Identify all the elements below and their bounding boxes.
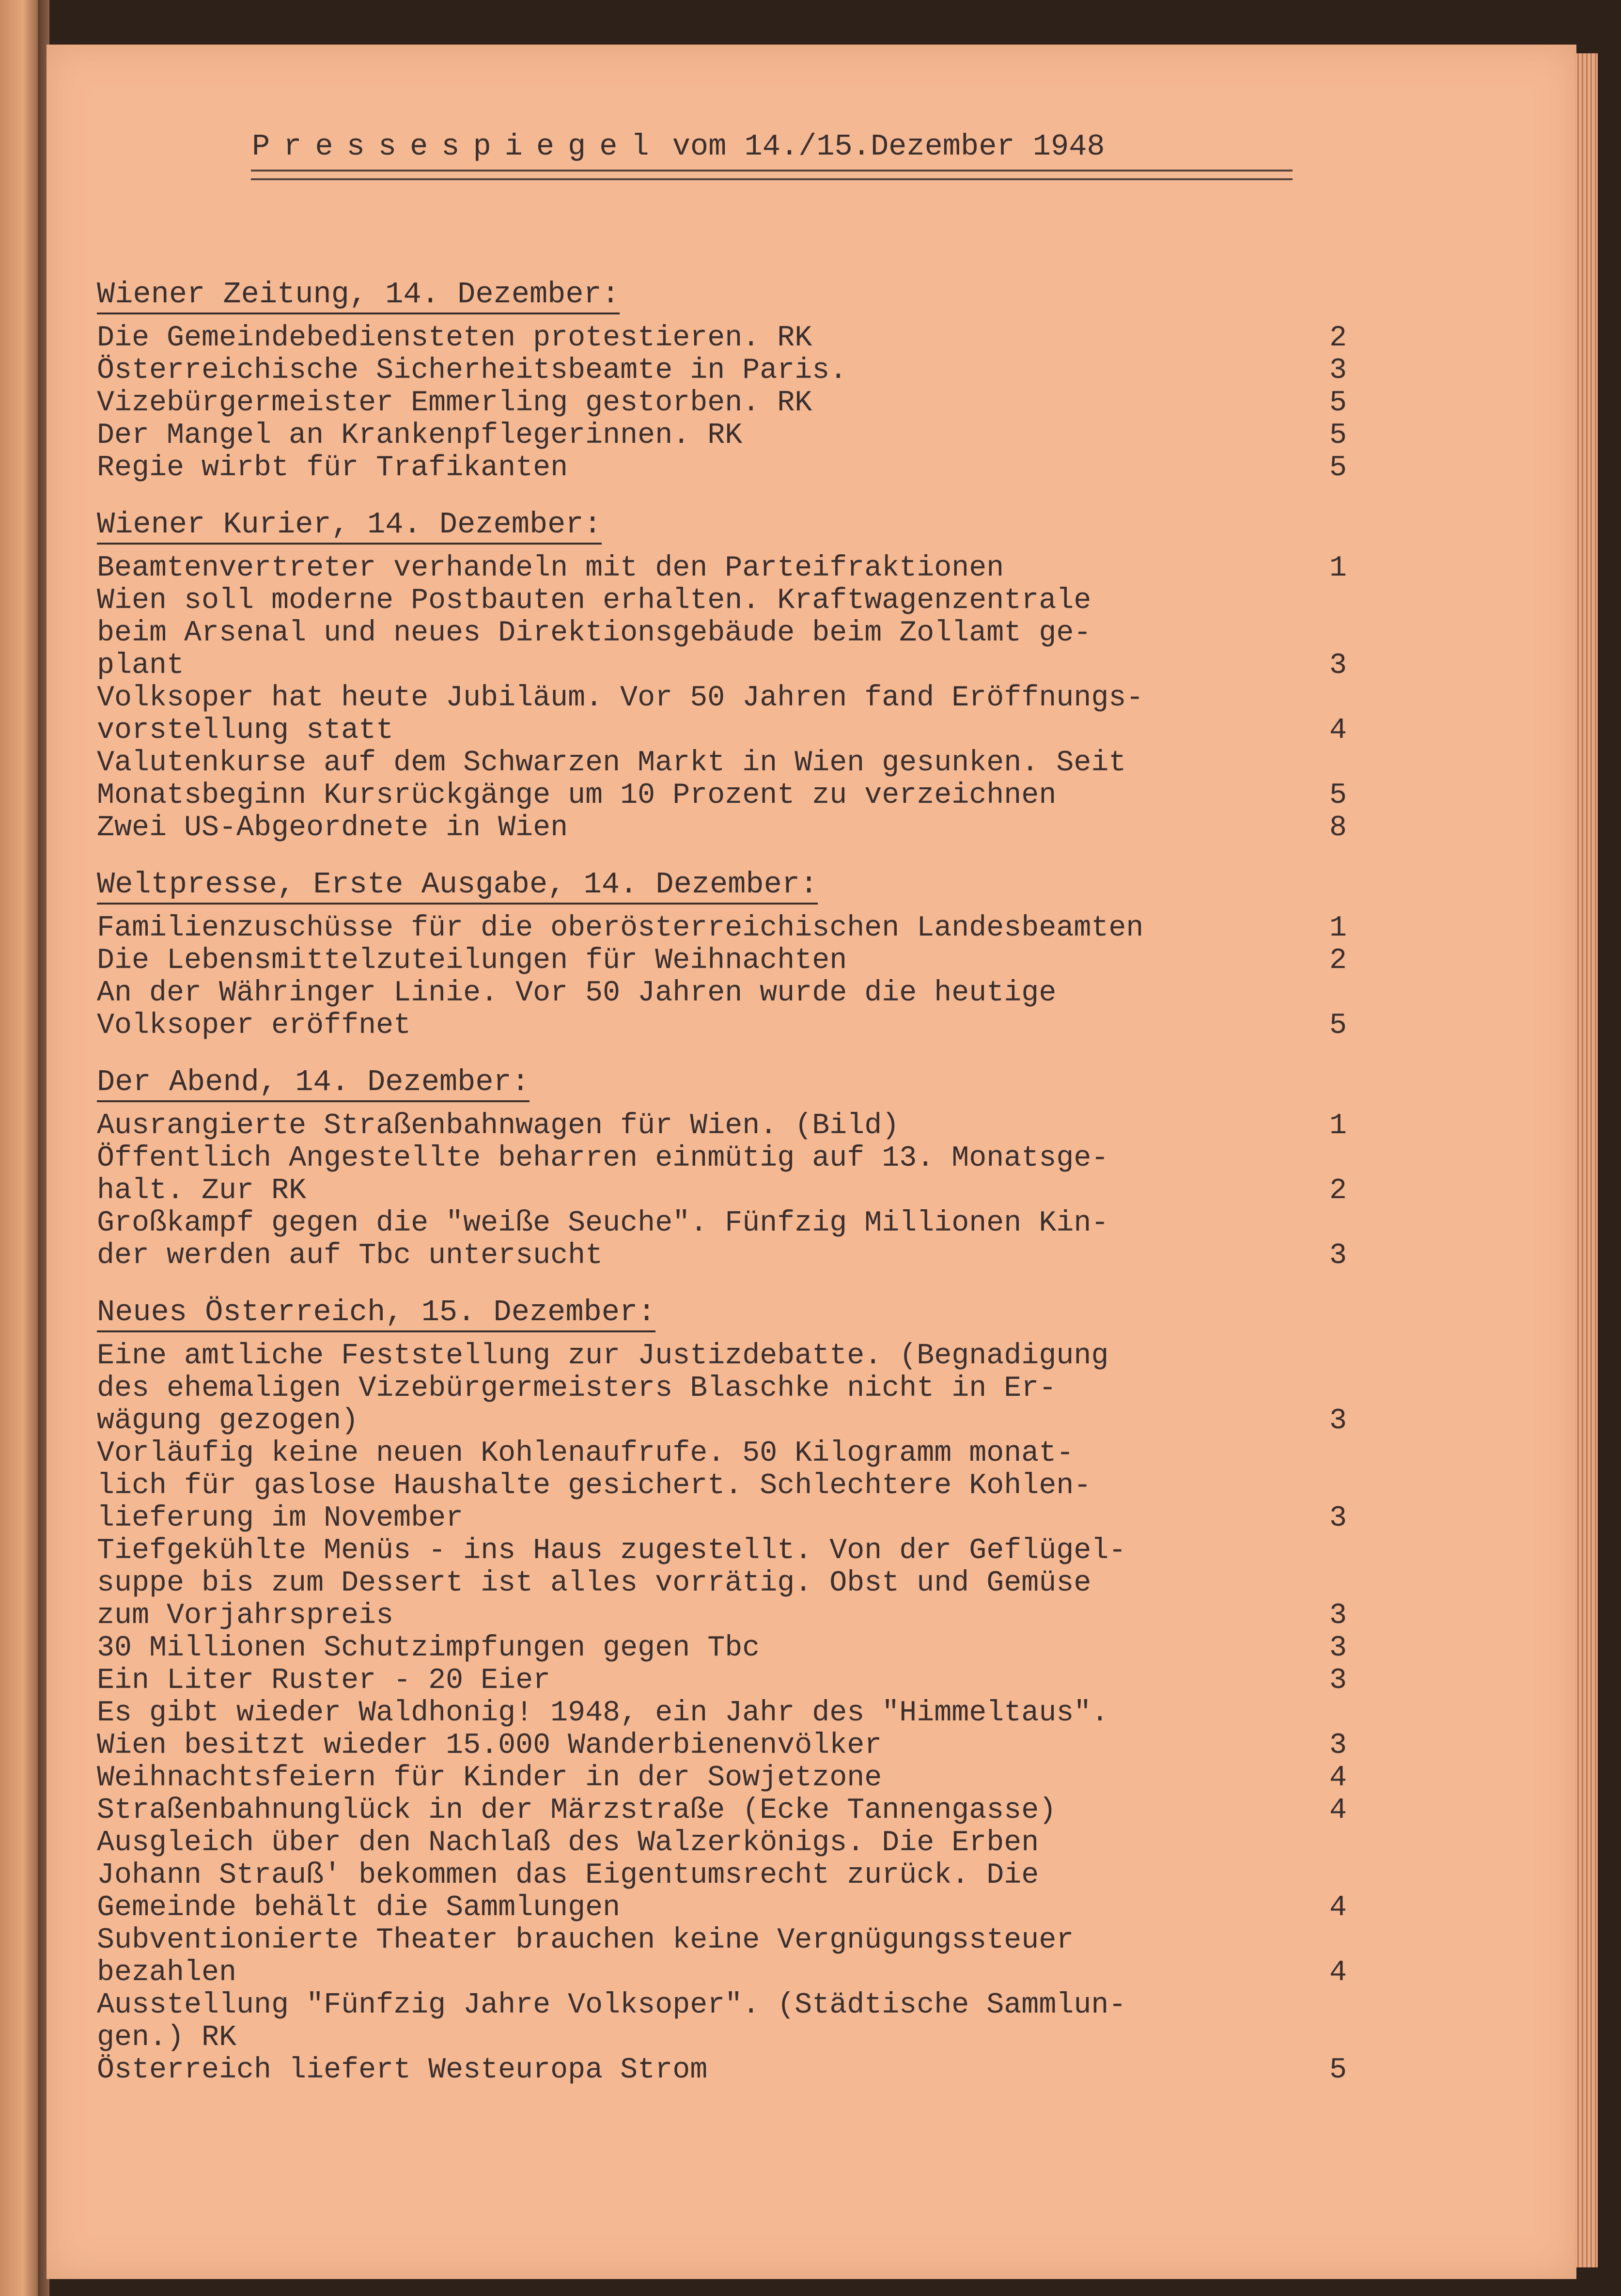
article-entry bbox=[97, 1665, 1347, 1697]
article-entry bbox=[97, 682, 1347, 747]
article-title: Öffentlich Angestellte beharren einmütig auf 13. Monatsge- halt. Zur RK bbox=[97, 1142, 1109, 1207]
title-date: vom 14./15.Dezember 1948 bbox=[672, 129, 1105, 164]
article-title: Ausstellung "Fünfzig Jahre Volksoper". (Städtische Sammlun- gen.) RK bbox=[97, 1989, 1126, 2054]
page-number: 2 bbox=[1329, 1174, 1347, 1207]
press-section bbox=[97, 508, 1347, 844]
section-heading: Wiener Zeitung, 14. Dezember: bbox=[97, 278, 620, 314]
article-entry bbox=[97, 1989, 1347, 2054]
article-title: Es gibt wieder Waldhonig! 1948, ein Jahr des "Himmeltaus". Wien besitzt wieder 15.000 Wanderbienenvölker bbox=[97, 1697, 1109, 1762]
page-number: 3 bbox=[1329, 1239, 1347, 1272]
title-spaced: Pressespiegel bbox=[252, 129, 663, 164]
page-number: 4 bbox=[1329, 1891, 1347, 1924]
press-section bbox=[97, 1296, 1347, 2087]
article-title: Subventionierte Theater brauchen keine Vergnügungssteuer bezahlen bbox=[97, 1924, 1074, 1989]
article-title: Vorläufig keine neuen Kohlenaufrufe. 50 Kilogramm monat- lich für gaslose Haushalte gesichert. Schlechtere Kohlen- lieferung im November bbox=[97, 1437, 1091, 1535]
article-entry bbox=[97, 387, 1347, 420]
page-number: 5 bbox=[1329, 1009, 1347, 1042]
article-entry bbox=[97, 322, 1347, 355]
article-title: Großkampf gegen die "weiße Seuche". Fünfzig Millionen Kin- der werden auf Tbc untersucht bbox=[97, 1207, 1109, 1272]
article-title: Ein Liter Ruster - 20 Eier bbox=[97, 1664, 551, 1697]
article-title: Die Gemeindebediensteten protestieren. RK bbox=[97, 322, 812, 355]
article-entry bbox=[97, 1697, 1347, 1762]
page-number: 3 bbox=[1329, 1664, 1347, 1697]
page-number: 1 bbox=[1329, 1109, 1347, 1142]
article-entry bbox=[97, 452, 1347, 484]
press-section bbox=[97, 868, 1347, 1042]
article-title: Regie wirbt für Trafikanten bbox=[97, 452, 568, 484]
title-double-underline bbox=[251, 170, 1293, 180]
page-stack-edge bbox=[1574, 53, 1598, 2267]
article-title: 30 Millionen Schutzimpfungen gegen Tbc bbox=[97, 1632, 760, 1665]
article-title: Familienzuschüsse für die oberösterreichischen Landesbeamten bbox=[97, 912, 1144, 945]
article-title: Ausrangierte Straßenbahnwagen für Wien. (Bild) bbox=[97, 1109, 900, 1142]
page-number: 3 bbox=[1329, 1599, 1347, 1632]
section-heading: Neues Österreich, 15. Dezember: bbox=[97, 1296, 655, 1332]
article-title: Der Mangel an Krankenpflegerinnen. RK bbox=[97, 419, 743, 452]
article-title: Vizebürgermeister Emmerling gestorben. RK bbox=[97, 387, 812, 420]
section-heading: Wiener Kurier, 14. Dezember: bbox=[97, 508, 602, 545]
article-entry bbox=[97, 1535, 1347, 1632]
article-title: Wien soll moderne Postbauten erhalten. Kraftwagenzentrale beim Arsenal und neues Direktionsgebäude beim Zollamt ge- plant bbox=[97, 584, 1091, 682]
document-title bbox=[252, 130, 1298, 164]
page-number: 5 bbox=[1329, 779, 1347, 812]
article-entry bbox=[97, 1207, 1347, 1272]
article-entry bbox=[97, 2054, 1347, 2087]
page-number: 4 bbox=[1329, 714, 1347, 747]
page-number: 5 bbox=[1329, 2054, 1347, 2087]
article-entry bbox=[97, 1142, 1347, 1207]
page-number: 3 bbox=[1329, 1405, 1347, 1437]
page-number: 4 bbox=[1329, 1794, 1347, 1827]
article-entry bbox=[97, 977, 1347, 1042]
article-title: Eine amtliche Feststellung zur Justizdebatte. (Begnadigung des ehemaligen Vizebürgermeisters Blaschke nicht in Er- wägung gezogen) bbox=[97, 1340, 1109, 1437]
article-entry bbox=[97, 1110, 1347, 1142]
article-entry bbox=[97, 355, 1347, 387]
page-number: 3 bbox=[1329, 649, 1347, 682]
article-entry bbox=[97, 1827, 1347, 1924]
page-number: 3 bbox=[1329, 354, 1347, 387]
page-number: 1 bbox=[1329, 912, 1347, 945]
article-title: An der Währinger Linie. Vor 50 Jahren wurde die heutige Volksoper eröffnet bbox=[97, 977, 1057, 1042]
article-entry bbox=[97, 1762, 1347, 1795]
article-title: Weihnachtsfeiern für Kinder in der Sowjetzone bbox=[97, 1762, 882, 1795]
article-title: Österreich liefert Westeuropa Strom bbox=[97, 2054, 708, 2087]
page-number: 3 bbox=[1329, 1632, 1347, 1665]
article-title: Valutenkurse auf dem Schwarzen Markt in Wien gesunken. Seit Monatsbeginn Kursrückgänge um 10 Prozent zu verzeichnen bbox=[97, 747, 1126, 812]
article-title: Volksoper hat heute Jubiläum. Vor 50 Jahren fand Eröffnungs- vorstellung statt bbox=[97, 682, 1144, 747]
page-number: 5 bbox=[1329, 419, 1347, 452]
page-number: 4 bbox=[1329, 1956, 1347, 1989]
article-entry bbox=[97, 945, 1347, 977]
page-number: 3 bbox=[1329, 1502, 1347, 1535]
page-number: 5 bbox=[1329, 387, 1347, 420]
article-title: Tiefgekühlte Menüs - ins Haus zugestellt. Von der Geflügel- suppe bis zum Dessert ist alles vorrätig. Obst und Gemüse zum Vorjahrspreis bbox=[97, 1534, 1126, 1632]
article-entry bbox=[97, 1632, 1347, 1665]
article-entry bbox=[97, 585, 1347, 682]
article-entry bbox=[97, 912, 1347, 945]
page-number: 4 bbox=[1329, 1762, 1347, 1795]
sections bbox=[97, 278, 1347, 2110]
page-number: 5 bbox=[1329, 452, 1347, 484]
article-title: Österreichische Sicherheitsbeamte in Paris. bbox=[97, 354, 847, 387]
article-title: Zwei US-Abgeordnete in Wien bbox=[97, 812, 568, 844]
page-number: 1 bbox=[1329, 552, 1347, 585]
page-number: 2 bbox=[1329, 944, 1347, 977]
article-title: Beamtenvertreter verhandeln mit den Parteifraktionen bbox=[97, 552, 1004, 585]
article-entry bbox=[97, 1795, 1347, 1827]
article-title: Die Lebensmittelzuteilungen für Weihnachten bbox=[97, 944, 847, 977]
section-heading: Der Abend, 14. Dezember: bbox=[97, 1065, 530, 1102]
article-entry bbox=[97, 1340, 1347, 1437]
article-title: Ausgleich über den Nachlaß des Walzerkönigs. Die Erben Johann Strauß' bekommen das Eigentumsrecht zurück. Die Gemeinde behält die Sammlungen bbox=[97, 1827, 1039, 1924]
article-entry bbox=[97, 1437, 1347, 1535]
left-page-edge bbox=[0, 0, 38, 2296]
article-entry bbox=[97, 420, 1347, 452]
section-heading: Weltpresse, Erste Ausgabe, 14. Dezember: bbox=[97, 868, 818, 905]
page-number: 8 bbox=[1329, 812, 1347, 844]
press-section bbox=[97, 278, 1347, 484]
article-entry bbox=[97, 812, 1347, 844]
article-entry bbox=[97, 1924, 1347, 1989]
article-entry bbox=[97, 747, 1347, 812]
press-section bbox=[97, 1065, 1347, 1272]
page-number: 2 bbox=[1329, 322, 1347, 355]
article-entry bbox=[97, 552, 1347, 585]
page-number: 3 bbox=[1329, 1729, 1347, 1762]
article-title: Straßenbahnunglück in der Märzstraße (Ecke Tannengasse) bbox=[97, 1794, 1057, 1827]
